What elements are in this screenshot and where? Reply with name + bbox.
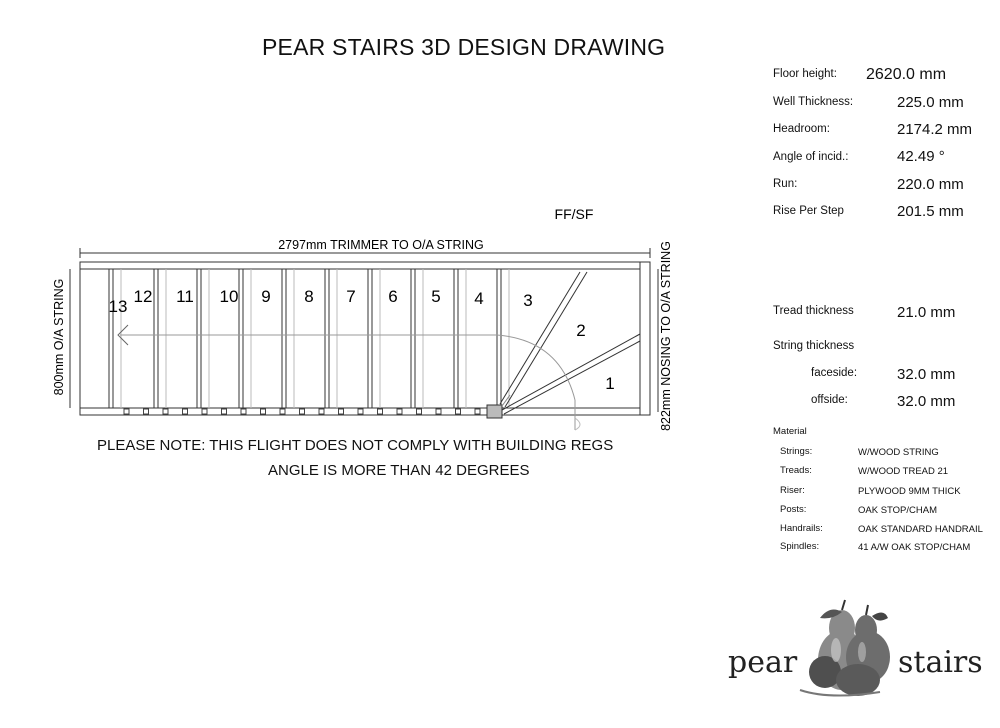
material-spindles-label: Spindles:: [780, 541, 820, 552]
offside-label: offside:: [811, 394, 848, 406]
baluster-square: [222, 409, 227, 414]
offside-value: 32.0 mm: [897, 393, 956, 410]
logo-word-pear: pear: [728, 645, 798, 680]
spec-floor-height-label: Floor height:: [773, 68, 837, 80]
step-number-7: 7: [346, 287, 356, 306]
material-treads-label: Treads:: [780, 465, 812, 476]
logo-word-stairs: stairs: [898, 645, 983, 680]
step-number-13: 13: [108, 297, 128, 316]
baluster-square: [124, 409, 129, 414]
spec-run-label: Run:: [773, 178, 798, 190]
baluster-square: [358, 409, 363, 414]
baluster-square: [456, 409, 461, 414]
material-handrails-value: OAK STANDARD HANDRAIL: [858, 524, 983, 535]
faceside-label: faceside:: [811, 367, 858, 379]
compliance-note-line-1: PLEASE NOTE: THIS FLIGHT DOES NOT COMPLY WITH BUILDING REGS: [97, 437, 614, 454]
baluster-square: [417, 409, 422, 414]
step-number-12: 12: [133, 287, 153, 306]
step-number-4: 4: [474, 289, 484, 308]
step-number-10: 10: [219, 287, 239, 306]
baluster-square: [280, 409, 285, 414]
spec-headroom-value: 2174.2 mm: [897, 121, 973, 138]
step-number-1: 1: [605, 374, 615, 393]
baluster-square: [436, 409, 441, 414]
tread-thickness-label: Tread thickness: [773, 305, 854, 317]
step-number-8: 8: [304, 287, 314, 306]
material-riser-label: Riser:: [780, 485, 805, 496]
baluster-square: [202, 409, 207, 414]
top-dimension-label: 2797mm TRIMMER TO O/A STRING: [278, 238, 484, 252]
right-dimension-label: 822mm NOSING TO O/A STRING: [659, 241, 673, 431]
string-thickness-label: String thickness: [773, 340, 855, 352]
material-handrails-label: Handrails:: [780, 523, 823, 534]
pear-logo-icon: [800, 600, 890, 696]
faceside-value: 32.0 mm: [897, 366, 956, 383]
top-string: [80, 262, 650, 269]
step-number-9: 9: [261, 287, 271, 306]
spec-run-value: 220.0 mm: [897, 176, 964, 193]
material-spindles-value: 41 A/W OAK STOP/CHAM: [858, 542, 971, 553]
step-number-6: 6: [388, 287, 398, 306]
spec-rise-value: 201.5 mm: [897, 203, 964, 220]
step-number-3: 3: [523, 291, 533, 310]
tread-thickness-value: 21.0 mm: [897, 304, 956, 321]
baluster-square: [144, 409, 149, 414]
step-number-2: 2: [576, 321, 586, 340]
spec-well-thickness-value: 225.0 mm: [897, 94, 964, 111]
spec-rise-label: Rise Per Step: [773, 205, 844, 217]
left-dimension-label: 800mm O/A STRING: [52, 278, 66, 396]
floor-label: FF/SF: [554, 206, 594, 222]
baluster-square: [378, 409, 383, 414]
material-posts-value: OAK STOP/CHAM: [858, 505, 938, 516]
material-treads-value: W/WOOD TREAD 21: [858, 466, 949, 477]
material-posts-label: Posts:: [780, 504, 807, 515]
baluster-square: [339, 409, 344, 414]
material-riser-value: PLYWOOD 9MM THICK: [858, 486, 961, 497]
spec-headroom-label: Headroom:: [773, 123, 830, 135]
material-strings-label: Strings:: [780, 446, 813, 457]
baluster-square: [319, 409, 324, 414]
newel-post: [487, 405, 502, 418]
compliance-note-line-2: ANGLE IS MORE THAN 42 DEGREES: [268, 462, 530, 479]
baluster-square: [261, 409, 266, 414]
right-string: [640, 262, 650, 415]
baluster-square: [163, 409, 168, 414]
spec-angle-label: Angle of incid.:: [773, 151, 849, 163]
baluster-square: [241, 409, 246, 414]
winder-lines: [500, 272, 640, 414]
baluster-square: [397, 409, 402, 414]
spec-floor-height-value: 2620.0 mm: [866, 66, 947, 83]
spec-angle-value: 42.49 °: [897, 148, 945, 165]
baluster-square: [183, 409, 188, 414]
material-heading: Material: [773, 426, 807, 437]
step-number-11: 11: [176, 287, 194, 306]
step-number-5: 5: [431, 287, 441, 306]
spec-well-thickness-label: Well Thickness:: [773, 96, 854, 108]
material-strings-value: W/WOOD STRING: [858, 447, 939, 458]
baluster-square: [300, 409, 305, 414]
page-title: PEAR STAIRS 3D DESIGN DRAWING: [262, 34, 666, 60]
baluster-square: [475, 409, 480, 414]
